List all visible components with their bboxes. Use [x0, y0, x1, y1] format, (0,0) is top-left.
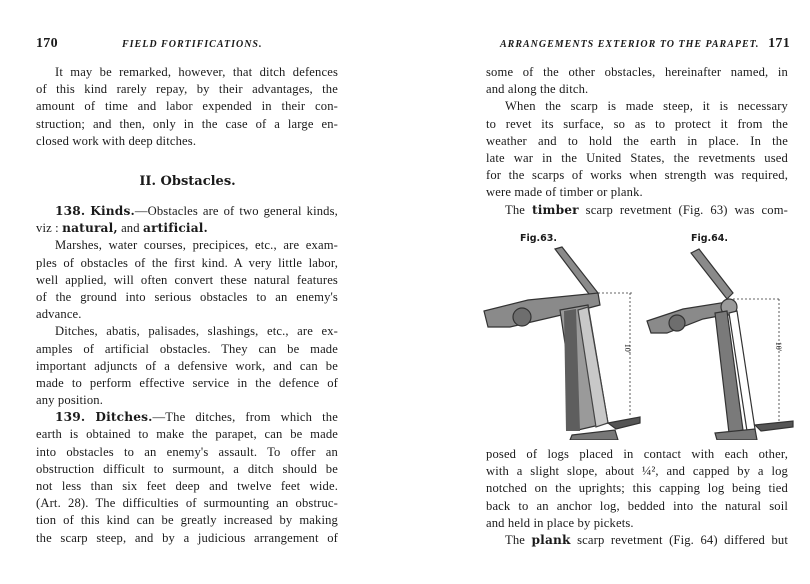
ground-line — [608, 417, 640, 429]
text-fragment: scarp revetment (Fig. 64) differed but — [577, 532, 788, 547]
page-number: 170 — [36, 36, 58, 51]
term-timber: timber — [531, 202, 579, 217]
ditch-bottom — [570, 430, 618, 440]
text-line: for the scarps of works when strength was required, — [486, 168, 788, 183]
article-heading-line — [36, 203, 338, 220]
ground-line — [755, 421, 793, 431]
text-line: were made of timber or plank. — [486, 185, 643, 200]
text-line — [486, 532, 788, 549]
text-fragment: viz : — [36, 221, 59, 236]
text-line: struction; and then, only in the case of a large en- — [36, 116, 338, 131]
text-line — [486, 202, 788, 219]
anchor-tie-rod — [555, 247, 598, 298]
anchor-tie-rod — [691, 249, 733, 299]
text-line: It may be remarked, however, that ditch defences — [55, 65, 338, 79]
text-line: some of the other obstacles, hereinafter named, in — [486, 65, 788, 79]
text-line: well applied, will often convert these natural features — [36, 272, 338, 287]
figure-63-timber-revetment — [480, 245, 645, 440]
paragraph-timber-revetment — [486, 446, 788, 549]
continuation-text — [486, 64, 788, 219]
ditch-bottom — [715, 429, 757, 440]
text-line: tion of this kind can be greatly increased by making — [36, 513, 338, 528]
running-head-title: FIELD FORTIFICATIONS. — [122, 39, 263, 50]
article-number: 138. — [55, 204, 86, 218]
text-line: amples of artificial obstacles. They can be made — [36, 341, 338, 356]
text-line: with a slight slope, about ¼², and capped by a log — [486, 464, 788, 479]
text-line: of the ground into serious obstacles to an enemy's — [36, 289, 338, 304]
anchor-log — [669, 315, 685, 331]
text-fragment: —The ditches, from which the — [152, 410, 338, 425]
text-line: late war in the United States, the revetments used — [486, 150, 788, 165]
text-line: ples of obstacles of the first kind. A very little labor, — [36, 255, 338, 270]
text-line: of this kind rarely repay, by their advantages, the — [36, 82, 338, 97]
anchor-log — [513, 308, 531, 326]
right-page — [405, 0, 810, 584]
text-line: Ditches, abatis, palisades, slashings, etc., are ex- — [55, 324, 338, 339]
text-line: back to an anchor log, bedded into the natural soil — [486, 498, 788, 513]
figure-63-dimension: 10' — [623, 343, 633, 354]
figure-64-plank-revetment — [643, 245, 808, 440]
figure-64-caption: Fig.64. — [691, 233, 728, 244]
text-line — [36, 220, 338, 237]
term-plank: plank — [531, 532, 571, 547]
figure-64-dimension: 10' — [774, 341, 784, 352]
page-number: 171 — [768, 36, 790, 51]
section-title: II. Obstacles. — [139, 174, 236, 189]
text-line: and along the ditch. — [486, 82, 589, 97]
article-heading-line — [36, 409, 338, 426]
text-fragment: and — [121, 221, 140, 236]
text-line: posed of logs placed in contact with each other, — [486, 447, 788, 461]
text-line: advance. — [36, 307, 82, 322]
text-line: weather and to hold the earth in place. In the — [486, 133, 788, 148]
term-artificial: artificial. — [143, 221, 208, 236]
article-heading: Ditches. — [95, 410, 153, 425]
article-number: 139. — [55, 410, 86, 425]
term-natural: natural, — [62, 221, 118, 236]
text-line: to revet its surface, so as to protect it from the — [486, 116, 788, 131]
text-line: earth is obtained to make the parapet, can be made — [36, 427, 338, 442]
text-line: closed work with deep ditches. — [36, 133, 197, 148]
article-heading: Kinds. — [90, 204, 135, 218]
text-line: (Art. 28). The difficulties of surmounting an obstruc- — [36, 496, 338, 511]
text-line: and held in place by pickets. — [486, 515, 634, 530]
running-head-title: ARRANGEMENTS EXTERIOR TO THE PARAPET. — [500, 39, 760, 50]
text-fragment: The — [505, 202, 526, 217]
text-line: any position. — [36, 393, 104, 408]
running-head-left — [36, 36, 388, 52]
article-138 — [36, 203, 338, 547]
text-fragment: —Obstacles are of two general kinds, — [134, 204, 338, 218]
text-line: made to perform effective service in the defence of — [36, 375, 338, 390]
text-line: into obstacles to an enemy's assault. To offer an — [36, 444, 338, 459]
figure-63-caption: Fig.63. — [520, 233, 557, 244]
text-line: amount of time and labor expended in their con- — [36, 99, 338, 114]
paragraph-ditch-defences — [36, 64, 338, 150]
text-line: When the scarp is made steep, it is necessary — [505, 99, 788, 114]
text-fragment: scarp revetment (Fig. 63) was com- — [585, 202, 788, 217]
text-line: important adjuncts of a defensive work, and can be — [36, 358, 338, 373]
text-line: not less than six feet deep and twelve feet wide. — [36, 479, 338, 493]
text-line: the scarp steep, and by a judicious arrangement of — [36, 530, 338, 545]
text-line: notched on the uprights; this capping log being tied — [486, 481, 788, 496]
text-fragment: The — [505, 532, 526, 547]
text-line: Marshes, water courses, precipices, etc., are exam- — [55, 238, 338, 253]
text-line: obstruction difficult to surmount, a ditch should be — [36, 461, 338, 476]
